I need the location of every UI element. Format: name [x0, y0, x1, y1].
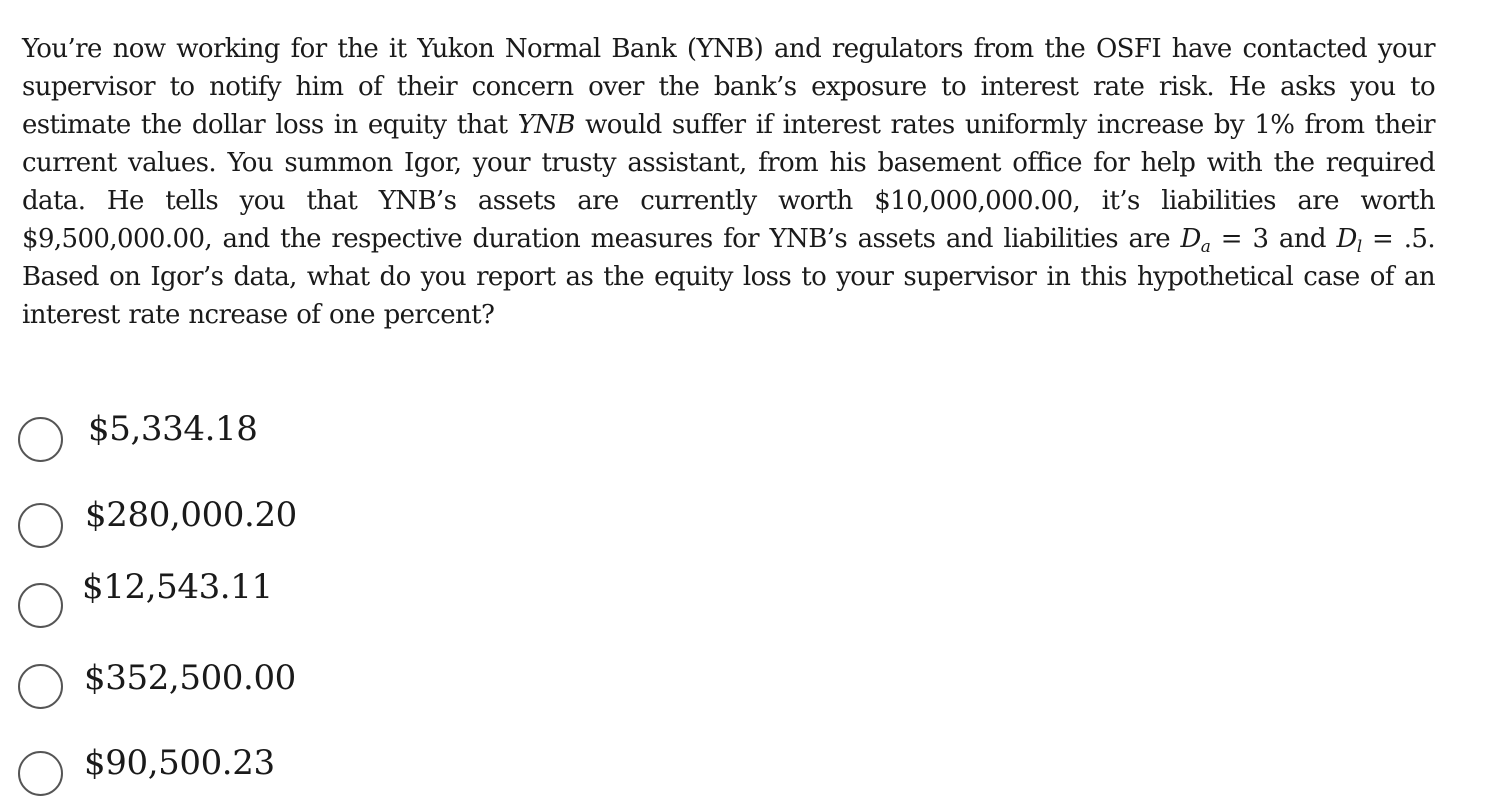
answer-option-label: $90,500.23: [84, 743, 275, 783]
asset-duration-value: = 3 and: [1210, 224, 1337, 254]
liability-duration-value: = .5. Based on Igor’s data, what do you report as the equity loss to your supervisor in this hypothetical case of an interest rate ncrease of one percent?: [22, 224, 1444, 330]
radio-button-icon[interactable]: [18, 503, 63, 548]
answer-option-label: $352,500.00: [84, 658, 296, 698]
radio-button-icon[interactable]: [18, 583, 63, 628]
radio-button-icon[interactable]: [18, 751, 63, 796]
question-text-part-1: You’re now working for the it Yukon Normal Bank (YNB) and regulators from the OSFI have contacted your supervisor to notify him of their concern over the bank’s exposure to interest rate risk. He asks you to estimate the dollar loss in equity that: [22, 34, 1444, 140]
answer-option-label: $12,543.11: [82, 567, 273, 607]
answer-option-5[interactable]: [18, 743, 318, 799]
radio-button-icon[interactable]: [18, 417, 63, 462]
question-text-part-2: would suffer if interest rates uniformly increase by 1% from their current values. You summon Igor, your trusty assistant, from his basement office for help with the required data. He tells you that YNB’s assets are currently worth $10,000,000.00, it’s liabilities are worth $9,500,000.00, and the respective duration measures for YNB’s assets and liabilities are: [22, 110, 1444, 254]
answer-option-3[interactable]: [18, 567, 318, 631]
radio-button-icon[interactable]: [18, 664, 63, 709]
answer-option-1[interactable]: [18, 409, 318, 465]
answer-option-4[interactable]: [18, 658, 318, 712]
liability-duration-subscript: l: [1356, 237, 1362, 257]
answer-option-label: $280,000.20: [85, 495, 297, 535]
asset-duration-symbol: D: [1180, 224, 1201, 254]
answer-option-label: $5,334.18: [88, 409, 258, 449]
ynb-italic-text: YNB: [517, 110, 575, 140]
liability-duration-symbol: D: [1336, 224, 1357, 254]
asset-duration-subscript: a: [1200, 237, 1211, 257]
answer-option-2[interactable]: [18, 495, 318, 551]
